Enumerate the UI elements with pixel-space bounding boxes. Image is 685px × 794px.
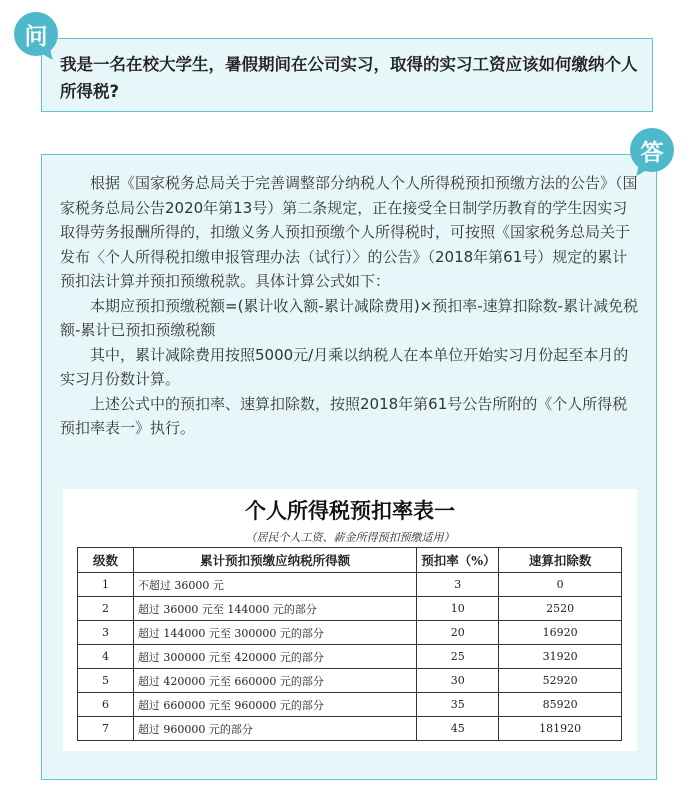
cell-rate: 3	[417, 573, 499, 597]
table-row	[78, 645, 622, 669]
rate-table	[77, 547, 622, 741]
cell-level: 1	[78, 573, 134, 597]
cell-deduction: 181920	[499, 717, 622, 741]
cell-income: 超过 300000 元至 420000 元的部分	[133, 645, 416, 669]
cell-income: 超过 36000 元至 144000 元的部分	[133, 597, 416, 621]
rate-table-panel	[63, 489, 637, 751]
cell-income: 超过 960000 元的部分	[133, 717, 416, 741]
cell-income: 超过 144000 元至 300000 元的部分	[133, 621, 416, 645]
header-rate: 预扣率（%）	[417, 548, 499, 573]
cell-rate: 10	[417, 597, 499, 621]
header-level: 级数	[78, 548, 134, 573]
table-row	[78, 621, 622, 645]
cell-level: 5	[78, 669, 134, 693]
cell-income: 超过 660000 元至 960000 元的部分	[133, 693, 416, 717]
cell-level: 6	[78, 693, 134, 717]
table-row	[78, 693, 622, 717]
answer-paragraph: 上述公式中的预扣率、速算扣除数，按照2018年第61号公告所附的《个人所得税预扣率表一》执行。	[60, 394, 628, 437]
header-income: 累计预扣预缴应纳税所得额	[133, 548, 416, 573]
cell-deduction: 31920	[499, 645, 622, 669]
answer-paragraph: 其中，累计减除费用按照5000元/月乘以纳税人在本单位开始实习月份起至本月的实习月份数计算。	[60, 345, 629, 388]
cell-deduction: 0	[499, 573, 622, 597]
cell-rate: 30	[417, 669, 499, 693]
table-row	[78, 669, 622, 693]
cell-level: 2	[78, 597, 134, 621]
cell-rate: 35	[417, 693, 499, 717]
rate-table-subtitle: （居民个人工资、薪金所得预扣预缴适用）	[245, 531, 455, 544]
cell-level: 7	[78, 717, 134, 741]
cell-rate: 25	[417, 645, 499, 669]
cell-income: 超过 420000 元至 660000 元的部分	[133, 669, 416, 693]
cell-rate: 45	[417, 717, 499, 741]
cell-deduction: 52920	[499, 669, 622, 693]
question-badge: 问	[14, 12, 58, 56]
cell-deduction: 16920	[499, 621, 622, 645]
cell-deduction: 85920	[499, 693, 622, 717]
table-row	[78, 717, 622, 741]
answer-paragraph: 本期应预扣预缴税额=(累计收入额-累计减除费用)×预扣率-速算扣除数-累计减免税额-累计已预扣预缴税额	[60, 296, 639, 339]
cell-deduction: 2520	[499, 597, 622, 621]
answer-paragraph: 根据《国家税务总局关于完善调整部分纳税人个人所得税预扣预缴方法的公告》（国家税务总局公告2020年第13号）第二条规定，正在接受全日制学历教育的学生因实习取得劳务报酬所得的，扣缴义务人预扣预缴个人所得税时，可按照《国家税务总局关于发布〈个人所得税扣缴申报管理办法（试行）〉的公告》（2018年第61号）规定的累计预扣法计算并预扣预缴税款。具体计算公式如下：	[60, 174, 638, 290]
cell-level: 3	[78, 621, 134, 645]
cell-income: 不超过 36000 元	[133, 573, 416, 597]
cell-level: 4	[78, 645, 134, 669]
rate-table-title: 个人所得税预扣率表一	[245, 498, 455, 523]
answer-box	[41, 154, 657, 780]
header-deduction: 速算扣除数	[499, 548, 622, 573]
cell-rate: 20	[417, 621, 499, 645]
question-box	[41, 38, 653, 112]
answer-text	[60, 171, 642, 441]
question-text: 我是一名在校大学生，暑假期间在公司实习，取得的实习工资应该如何缴纳个人所得税?	[60, 55, 638, 101]
table-header-row	[78, 548, 622, 573]
table-row	[78, 597, 622, 621]
answer-badge: 答	[630, 128, 674, 172]
table-row	[78, 573, 622, 597]
